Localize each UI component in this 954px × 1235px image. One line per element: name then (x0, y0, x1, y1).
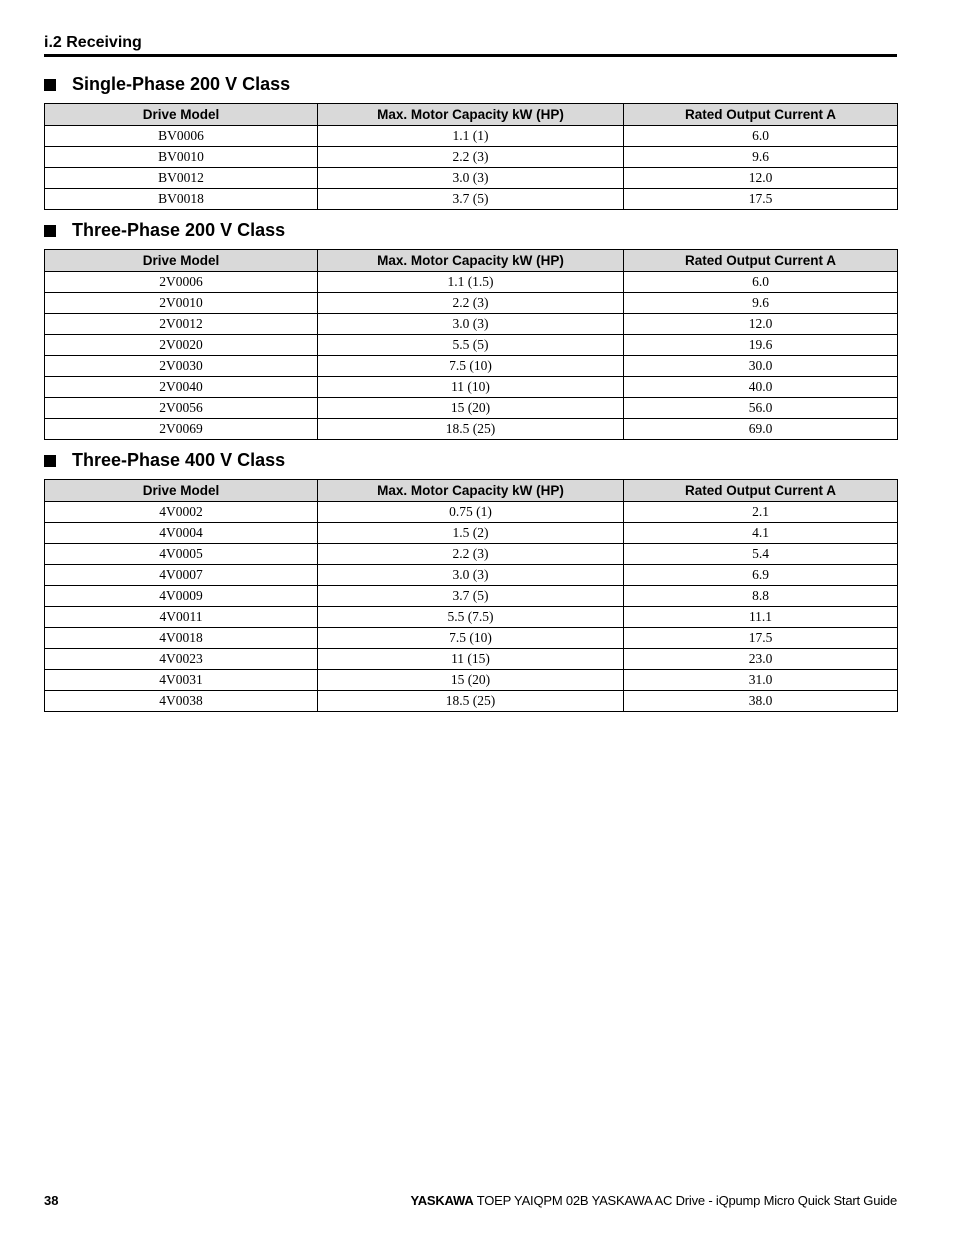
drive-model-cell: 4V0009 (45, 586, 318, 607)
motor-capacity-cell: 5.5 (5) (318, 335, 624, 356)
motor-capacity-cell: 2.2 (3) (318, 293, 624, 314)
column-header: Rated Output Current A (624, 250, 898, 272)
spec-table-three-phase-200v (44, 249, 898, 440)
table-header-row (45, 250, 898, 272)
table-row (45, 523, 898, 544)
drive-model-cell: 2V0040 (45, 377, 318, 398)
rated-current-cell: 30.0 (624, 356, 898, 377)
motor-capacity-cell: 3.0 (3) (318, 565, 624, 586)
motor-capacity-cell: 3.7 (5) (318, 586, 624, 607)
section-title-three-phase-400v (44, 450, 285, 471)
table-row (45, 189, 898, 210)
motor-capacity-cell: 5.5 (7.5) (318, 607, 624, 628)
table-row (45, 670, 898, 691)
footer-brand: YASKAWA (410, 1193, 474, 1208)
table-row (45, 168, 898, 189)
rated-current-cell: 40.0 (624, 377, 898, 398)
motor-capacity-cell: 2.2 (3) (318, 544, 624, 565)
rated-current-cell: 31.0 (624, 670, 898, 691)
section-header: i.2 Receiving (44, 34, 142, 51)
table-row (45, 419, 898, 440)
rated-current-cell: 9.6 (624, 293, 898, 314)
drive-model-cell: 4V0023 (45, 649, 318, 670)
drive-model-cell: 4V0031 (45, 670, 318, 691)
rated-current-cell: 12.0 (624, 168, 898, 189)
table-row (45, 607, 898, 628)
table-row (45, 272, 898, 293)
table-row (45, 335, 898, 356)
drive-model-cell: 2V0056 (45, 398, 318, 419)
motor-capacity-cell: 15 (20) (318, 670, 624, 691)
motor-capacity-cell: 7.5 (10) (318, 356, 624, 377)
drive-model-cell: BV0012 (45, 168, 318, 189)
header-rule (44, 54, 897, 57)
page-number: 38 (44, 1193, 59, 1208)
rated-current-cell: 11.1 (624, 607, 898, 628)
motor-capacity-cell: 15 (20) (318, 398, 624, 419)
column-header: Rated Output Current A (624, 480, 898, 502)
spec-table-three-phase-400v (44, 479, 898, 712)
table-row (45, 565, 898, 586)
table-row (45, 691, 898, 712)
table-row (45, 544, 898, 565)
rated-current-cell: 69.0 (624, 419, 898, 440)
column-header: Rated Output Current A (624, 104, 898, 126)
motor-capacity-cell: 18.5 (25) (318, 691, 624, 712)
drive-model-cell: 4V0018 (45, 628, 318, 649)
square-bullet-icon (44, 79, 56, 91)
drive-model-cell: BV0006 (45, 126, 318, 147)
rated-current-cell: 17.5 (624, 628, 898, 649)
table-row (45, 293, 898, 314)
footer-guide-text: TOEP YAIQPM 02B YASKAWA AC Drive - iQpump Micro Quick Start Guide (473, 1193, 897, 1208)
section-title-three-phase-200v (44, 220, 285, 241)
spec-table-single-phase-200v (44, 103, 898, 210)
motor-capacity-cell: 0.75 (1) (318, 502, 624, 523)
table-row (45, 398, 898, 419)
rated-current-cell: 6.0 (624, 126, 898, 147)
drive-model-cell: 4V0002 (45, 502, 318, 523)
drive-model-cell: BV0010 (45, 147, 318, 168)
motor-capacity-cell: 1.5 (2) (318, 523, 624, 544)
rated-current-cell: 9.6 (624, 147, 898, 168)
drive-model-cell: 2V0012 (45, 314, 318, 335)
motor-capacity-cell: 18.5 (25) (318, 419, 624, 440)
section-title-text: Three-Phase 400 V Class (72, 450, 286, 470)
section-title-single-phase-200v (44, 74, 290, 95)
rated-current-cell: 4.1 (624, 523, 898, 544)
drive-model-cell: 4V0011 (45, 607, 318, 628)
footer-guide-title (410, 1193, 897, 1208)
table-header-row (45, 104, 898, 126)
rated-current-cell: 12.0 (624, 314, 898, 335)
drive-model-cell: 4V0005 (45, 544, 318, 565)
table-row (45, 649, 898, 670)
motor-capacity-cell: 7.5 (10) (318, 628, 624, 649)
table-row (45, 356, 898, 377)
motor-capacity-cell: 11 (15) (318, 649, 624, 670)
section-title-text: Three-Phase 200 V Class (72, 220, 286, 240)
column-header: Drive Model (45, 104, 318, 126)
rated-current-cell: 6.9 (624, 565, 898, 586)
motor-capacity-cell: 2.2 (3) (318, 147, 624, 168)
table-row (45, 147, 898, 168)
table-row (45, 628, 898, 649)
table-row (45, 126, 898, 147)
motor-capacity-cell: 11 (10) (318, 377, 624, 398)
drive-model-cell: 2V0069 (45, 419, 318, 440)
rated-current-cell: 2.1 (624, 502, 898, 523)
drive-model-cell: BV0018 (45, 189, 318, 210)
rated-current-cell: 56.0 (624, 398, 898, 419)
drive-model-cell: 4V0007 (45, 565, 318, 586)
table-row (45, 377, 898, 398)
motor-capacity-cell: 1.1 (1) (318, 126, 624, 147)
square-bullet-icon (44, 225, 56, 237)
drive-model-cell: 2V0030 (45, 356, 318, 377)
drive-model-cell: 4V0004 (45, 523, 318, 544)
drive-model-cell: 4V0038 (45, 691, 318, 712)
table-row (45, 502, 898, 523)
column-header: Max. Motor Capacity kW (HP) (318, 104, 624, 126)
drive-model-cell: 2V0010 (45, 293, 318, 314)
column-header: Drive Model (45, 480, 318, 502)
table-header-row (45, 480, 898, 502)
rated-current-cell: 17.5 (624, 189, 898, 210)
column-header: Max. Motor Capacity kW (HP) (318, 480, 624, 502)
drive-model-cell: 2V0020 (45, 335, 318, 356)
section-title-text: Single-Phase 200 V Class (72, 74, 291, 94)
rated-current-cell: 19.6 (624, 335, 898, 356)
square-bullet-icon (44, 455, 56, 467)
motor-capacity-cell: 1.1 (1.5) (318, 272, 624, 293)
motor-capacity-cell: 3.0 (3) (318, 314, 624, 335)
rated-current-cell: 5.4 (624, 544, 898, 565)
motor-capacity-cell: 3.0 (3) (318, 168, 624, 189)
table-row (45, 314, 898, 335)
column-header: Max. Motor Capacity kW (HP) (318, 250, 624, 272)
rated-current-cell: 6.0 (624, 272, 898, 293)
rated-current-cell: 38.0 (624, 691, 898, 712)
column-header: Drive Model (45, 250, 318, 272)
motor-capacity-cell: 3.7 (5) (318, 189, 624, 210)
rated-current-cell: 8.8 (624, 586, 898, 607)
drive-model-cell: 2V0006 (45, 272, 318, 293)
table-row (45, 586, 898, 607)
rated-current-cell: 23.0 (624, 649, 898, 670)
